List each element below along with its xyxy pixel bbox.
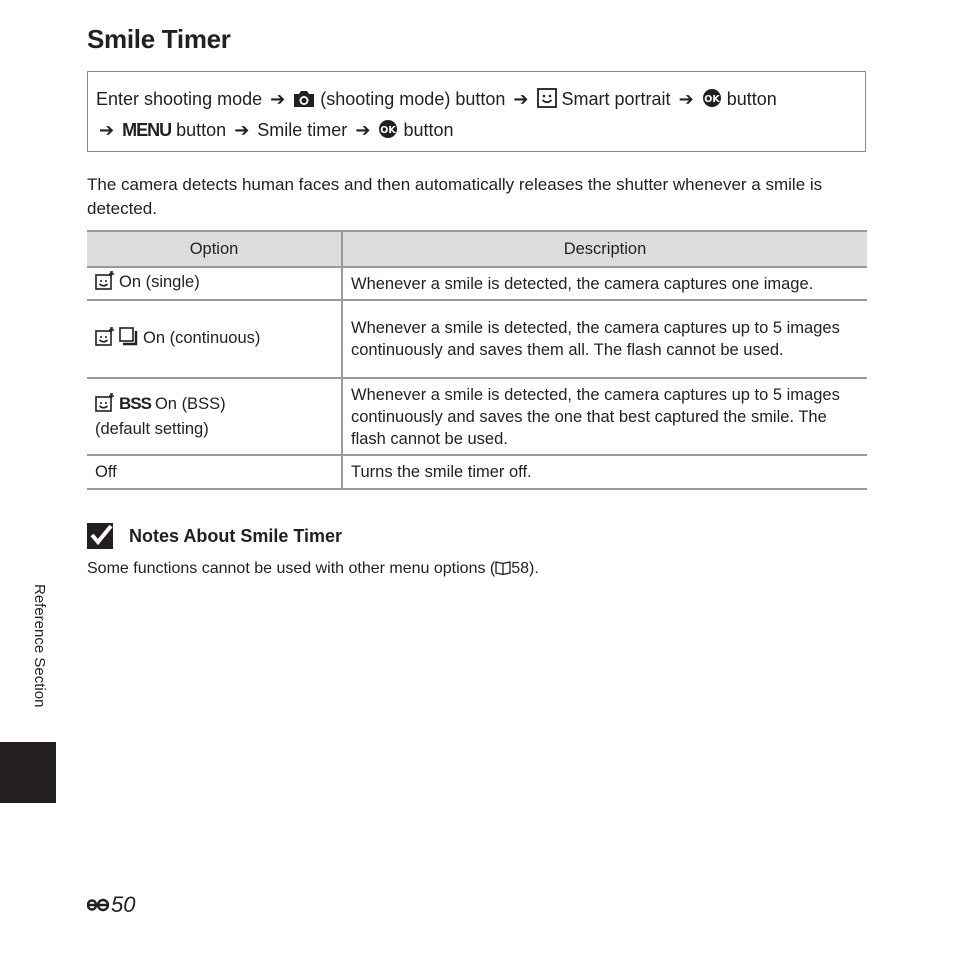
note-body: Some functions cannot be used with other menu options ( 58). (87, 560, 539, 577)
smart-portrait-icon (537, 88, 557, 116)
arrow-icon: ➔ (678, 89, 694, 109)
bss-icon: BSS (119, 394, 151, 413)
nav-text: Enter shooting mode (96, 89, 263, 109)
ok-icon (378, 119, 398, 147)
nav-text: button (176, 120, 227, 140)
page-reference: 58 (511, 560, 530, 577)
ok-icon (702, 88, 722, 116)
description-cell: Whenever a smile is detected, the camera captures one image. (342, 267, 867, 300)
table-header-row (87, 231, 867, 267)
arrow-icon: ➔ (234, 120, 250, 140)
nav-text: (shooting mode) button (320, 89, 506, 109)
note-heading-text: Notes About Smile Timer (129, 525, 343, 546)
arrow-icon: ➔ (355, 120, 371, 140)
option-column-header: Option (87, 231, 342, 267)
note-heading (87, 523, 342, 549)
nav-text: Smile timer (257, 120, 348, 140)
option-label: On (single) (119, 273, 200, 291)
page-title: Smile Timer (87, 24, 231, 54)
table-row (87, 267, 867, 300)
description-cell: Whenever a smile is detected, the camera captures up to 5 images continuously and saves the one that best captured the smile. The flash cannot be used. (342, 378, 867, 455)
book-reference-icon (495, 560, 511, 575)
navigation-path-line-2 (96, 116, 857, 147)
option-cell (87, 267, 342, 300)
option-cell (87, 378, 342, 455)
smile-timer-icon (95, 327, 115, 352)
smile-timer-icon (95, 393, 115, 418)
page-number (87, 892, 135, 918)
svg-text:OK: OK (380, 125, 397, 136)
option-sublabel: (default setting) (95, 420, 209, 438)
option-label: Off (95, 463, 117, 481)
page-number-text: 50 (111, 892, 136, 917)
section-side-tab (0, 742, 56, 803)
nav-text: button (403, 120, 454, 140)
navigation-path-box (87, 71, 866, 152)
table-row (87, 300, 867, 378)
intro-paragraph: The camera detects human faces and then automatically releases the shutter whenever a smile is detected. (87, 175, 823, 218)
continuous-icon (119, 327, 139, 352)
option-label: On (BSS) (154, 395, 226, 413)
options-table (87, 230, 867, 490)
checkmark-note-icon (87, 523, 115, 549)
arrow-icon: ➔ (270, 89, 286, 109)
arrow-icon: ➔ (513, 89, 529, 109)
nav-text: button (726, 89, 777, 109)
menu-button-label: MENU (122, 120, 172, 140)
e-section-icon (87, 897, 109, 913)
description-column-header: Description (342, 231, 867, 267)
table-row (87, 378, 867, 455)
description-cell: Whenever a smile is detected, the camera captures up to 5 images continuously and saves them all. The flash cannot be used. (342, 300, 867, 378)
section-side-label: Reference Section (31, 584, 48, 708)
option-cell (87, 455, 342, 489)
smile-timer-icon (95, 271, 115, 296)
table-row (87, 455, 867, 489)
svg-text:OK: OK (703, 94, 720, 105)
description-cell: Turns the smile timer off. (342, 455, 867, 489)
arrow-icon: ➔ (99, 120, 115, 140)
navigation-path-line-1 (96, 85, 857, 116)
camera-icon (293, 88, 315, 116)
option-label: On (continuous) (143, 328, 261, 347)
nav-text: Smart portrait (561, 89, 671, 109)
option-cell (87, 300, 342, 378)
